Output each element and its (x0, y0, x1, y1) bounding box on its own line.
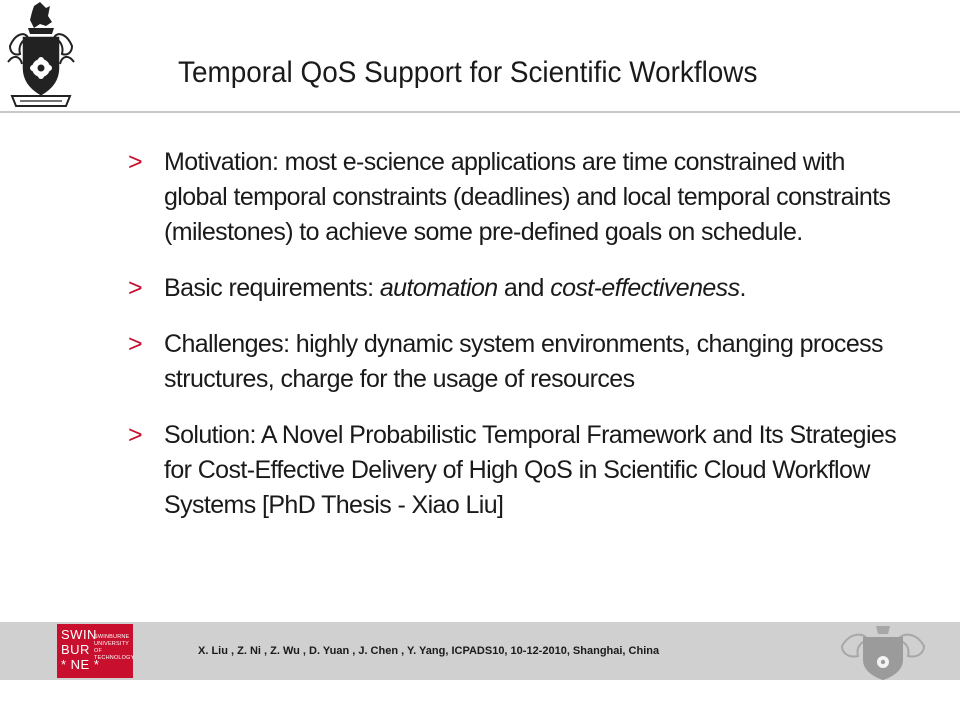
logo-sub-2: UNIVERSITY OF (94, 641, 129, 654)
bullet-text: Motivation: most e-science applications are time constrained with global temporal constraints (deadlines) and local temporal constraints (milestones) to achieve some pre-defined goals on schedule. (164, 148, 891, 246)
bullet-marker: > (128, 330, 142, 358)
logo-line-1: SWIN (61, 627, 97, 642)
bullet-text: Solution: A Novel Probabilistic Temporal Framework and Its Strategies for Cost-Effective Delivery of High QoS in Scientific Cloud Workflow Systems [PhD Thesis - Xiao Liu] (164, 421, 897, 519)
bullet-marker: > (128, 148, 142, 176)
bullet-text-middle: and (497, 274, 551, 302)
swinburne-logo (57, 624, 133, 678)
logo-subtitle (94, 634, 135, 662)
slide-title: Temporal QoS Support for Scientific Workflows (178, 56, 758, 89)
bullet-marker: > (128, 421, 142, 449)
university-crest-icon (6, 2, 76, 110)
bullet-requirements (128, 271, 908, 306)
logo-sub-3: TECHNOLOGY (94, 655, 135, 661)
bullet-marker: > (128, 274, 142, 302)
bullet-list (128, 145, 908, 544)
logo-sub-1: SWINBURNE (94, 634, 130, 640)
emphasis-cost-effectiveness: cost-effectiveness (550, 274, 740, 302)
title-divider (0, 111, 960, 113)
bullet-motivation (128, 145, 908, 250)
emphasis-automation: automation (379, 274, 498, 302)
bullet-text: Basic requirements: (164, 274, 380, 302)
bullet-text-end: . (739, 274, 746, 302)
logo-line-3: * NE * (61, 657, 100, 672)
footer-citation: X. Liu , Z. Ni , Z. Wu , D. Yuan , J. Chen , Y. Yang, ICPADS10, 10-12-2010, Shanghai, China (198, 645, 660, 657)
logo-line-2: BUR (61, 642, 90, 657)
university-crest-watermark-icon (838, 624, 928, 680)
bullet-solution (128, 418, 908, 523)
bullet-challenges (128, 327, 908, 397)
bullet-text: Challenges: highly dynamic system environments, changing process structures, charge for the usage of resources (164, 330, 883, 393)
